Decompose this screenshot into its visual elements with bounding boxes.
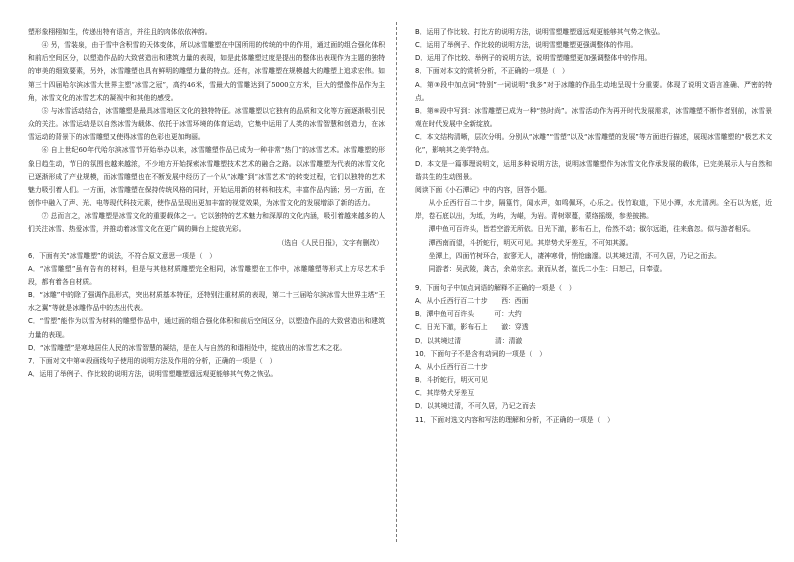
option-c: C．“雪塑”能作为以雪为材料的雕塑作品中，通过面的组合强化体积和前后空间区分，以塑造作品的大致营造出和建筑力量的表现。 xyxy=(28,317,385,339)
question-11: 11．下面对选文内容和写法的理解和分析，不正确的一项是（ ） xyxy=(415,415,614,424)
question-8: 8．下面对本文的赏析分析，不正确的一项是（ ） xyxy=(415,67,569,76)
option-d: D．本文是一篇事理说明文，运用多种说明方法，说明冰雪雕塑作为冰雪文化作承发展的载体，已完美展示人与自然和谐共生的生动图景。 xyxy=(415,159,772,181)
question-6: 6．下面有关“冰雪雕塑”的说法，不符合原文意思一项是（ ） xyxy=(28,251,217,260)
option-b: B．第⑥段中写到：冰雪雕塑已成为一种“热时尚”。冰雪活动作为再开时代发展需求，冰雪雕塑不断作者别前，冰雪景观在时代发展中全新绽放。 xyxy=(415,106,772,129)
classical-text-paragraph: 坐潭上，四面竹树环合，寂寥无人，凄神寒骨，悄怆幽邃。以其境过清，不可久居，乃记之而去。 xyxy=(428,251,721,260)
classical-text-paragraph: 潭中鱼可百许头，皆若空游无所依。日光下澈，影布石上，佁然不动；俶尔远逝，往来翕忽。似与游者相乐。 xyxy=(428,225,755,234)
left-column xyxy=(28,26,385,546)
option-b: B．斗折蛇行，明灭可见 xyxy=(415,376,488,385)
option-b: B．“冰雕”中的除了强调作品形式，突出材质基本特征，还特别注重材质的表现，第二十三届哈尔滨冰雪大世界主塔“王水之翼”等就是冰雕作品中的杰出代表。 xyxy=(28,291,385,313)
classical-text-paragraph: 潭西南而望，斗折蛇行，明灭可见。其岸势犬牙差互，不可知其源。 xyxy=(428,238,633,247)
passage-paragraph: ④ 另，雪装泉，由于雪中含积雪的天体变体，所以冰雪雕塑在中国所用的传统的中的作用，通过面的组合强化体积和前后空间区分，以塑造作品的大致营造出和建筑力量的表现，如是此体雕塑过度是提出的整体出表现作为主题的独特的审美的细致要素，另外，冰雪雕塑也具有鲜明的雕塑力量的特点。还有，冰雪雕塑在规模越大的雕塑上追求宏伟。如第三十四届哈尔滨冰雪大世界主塑“冰雪之冠”，高约46米，雪最大的雪雕达到了5000立方米，巨大的塑像作品作为主角，冰雪文化的冰雪艺术的凝视中和其他的感受。 xyxy=(28,41,385,102)
classical-text-paragraph: 同游者：吴武陵，龚古，余弟宗玄。隶而从者，崔氏二小生：曰恕己，曰奉壹。 xyxy=(428,264,667,273)
passage-continuation: 塑形象栩栩如生，传递出特有语言，并往且的肉体依依神韵。 xyxy=(28,28,212,36)
option-b: B．运用了作比较、打比方的说明方法，说明雪塑雕塑遥远观更能够其气势之恢弘。 xyxy=(415,28,665,36)
option-c: C．日光下澈，影布石上 澈：穿透 xyxy=(415,323,529,332)
column-divider xyxy=(396,22,397,542)
option-b: B．潭中鱼可百许头 可：大约 xyxy=(415,310,522,319)
option-d: D．运用了作比较、举例子的说明方法，说明雪塑雕塑更加强调整体中的作用。 xyxy=(415,54,652,63)
option-a: A．从小丘西行百二十步 西：西面 xyxy=(415,297,529,306)
option-a: A．运用了举例子、作比较的说明方法，说明雪塑雕塑遥远观更能够其气势之恢弘。 xyxy=(28,370,278,379)
option-d: D．以其境过清，不可久居，乃记之而去 xyxy=(415,402,536,411)
question-10: 10．下面句子不是含有动词的一项是（ ） xyxy=(415,349,546,358)
question-7: 7．下面对文中第④段画线句子使用的说明方法及作用的分析，正确的一项是（ ） xyxy=(28,356,277,365)
option-a: A．“冰雪雕塑”虽有告有的材料，但是与其他材质雕塑完全相同，冰雪雕塑在工作中，冰雕雕塑等形式上方尽艺术手段，都有着各自材质。 xyxy=(28,264,385,286)
option-d: D．以其境过清 清：清澈 xyxy=(415,336,523,345)
option-c: C．其岸势犬牙差互 xyxy=(415,389,475,398)
option-d: D．“冰雪雕塑”是寒地居住人民的冰雪智慧的凝结，是在人与自然的和谐相处中，绽放出的冰雪艺术之花。 xyxy=(28,343,347,352)
option-c: C．本文结构清晰，层次分明。分别从“冰雕”“雪塑”以及“冰雪雕塑的发展”等方面进行描述，展现冰雪雕塑的“极艺术文化”，影响其之美学特点。 xyxy=(415,133,772,155)
passage-paragraph: ⑤ 与冰雪活动结合，冰雪雕塑是最具冰雪地区文化的独特特征。冰雪雕塑以它独有的品质和文化等方面逐渐吸引民众的关注。冰雪运动是以自然冰雪为载体、依托于冰雪环境的体育运动，它集中运用了人类的冰雪智慧和创造力，在冰雪运动的背景下的冰雪雕塑又使得冰雪的色彩也更加绚丽。 xyxy=(28,106,385,142)
passage-paragraph: ⑦ 总而言之，冰雪雕塑是冰雪文化的重要载体之一。它以独特的艺术魅力和深厚的文化内涵，吸引着越来越多的人们关注冰雪、热爱冰雪，并推动着冰雪文化在更广阔的舞台上绽放光彩。 xyxy=(28,212,385,234)
source-note: （选自《人民日报》，文字有删改） xyxy=(277,238,383,247)
option-a: A．从小丘西行百二十步 xyxy=(415,362,488,371)
option-c: C．运用了举例子、作比较的说明方法，说明雪塑雕塑更强调整体的作用。 xyxy=(415,41,638,50)
right-column xyxy=(415,26,772,546)
passage-paragraph: ⑥ 自上世纪60年代哈尔滨冰雪节开始举办以来，冰雪雕塑作品已成为一种非常“热门”的冰雪艺术。冰雪雕塑的形象日趋生动，节日的氛围也越来越浓，不少地方开始探索冰雪雕塑技术艺术的融合之路。以冰雪雕塑为代表的冰雪文化已逐渐形成了产业规模，而冰雪雕塑也在不断发展中经历了一个从“冰雕”到“冰雪艺术”的转变过程，它们以独特的艺术魅力吸引着人们。一方面，冰雪雕塑在保持传统风格的同时，开始运用新的材料和技术，丰富作品内涵；另一方面，在创作中融入了声、光、电等现代科技元素，使作品呈现出更加丰富的视觉效果，为冰雪文化的发展增添了新的活力。 xyxy=(28,146,385,208)
option-a: A．第③段中加点词“特别”一词说明“我多”对于冰雕的作品生动地呈现十分重要。体现了说明文语言准确、严密的特点。 xyxy=(415,80,772,102)
reading-intro: 阅读下面《小石潭记》中的内容，回答小题。 xyxy=(415,185,551,194)
question-9: 9．下面句子中加点词语的解释不正确的一项是（ ） xyxy=(415,283,576,292)
classical-text-paragraph: 从小丘西行百二十步，隔篁竹，闻水声，如鸣佩环，心乐之。伐竹取道，下见小潭，水尤清冽。全石以为底，近岸，卷石底以出，为坻，为屿，为嵁，为岩。青树翠蔓，蒙络摇缀，参差披拂。 xyxy=(415,199,772,221)
